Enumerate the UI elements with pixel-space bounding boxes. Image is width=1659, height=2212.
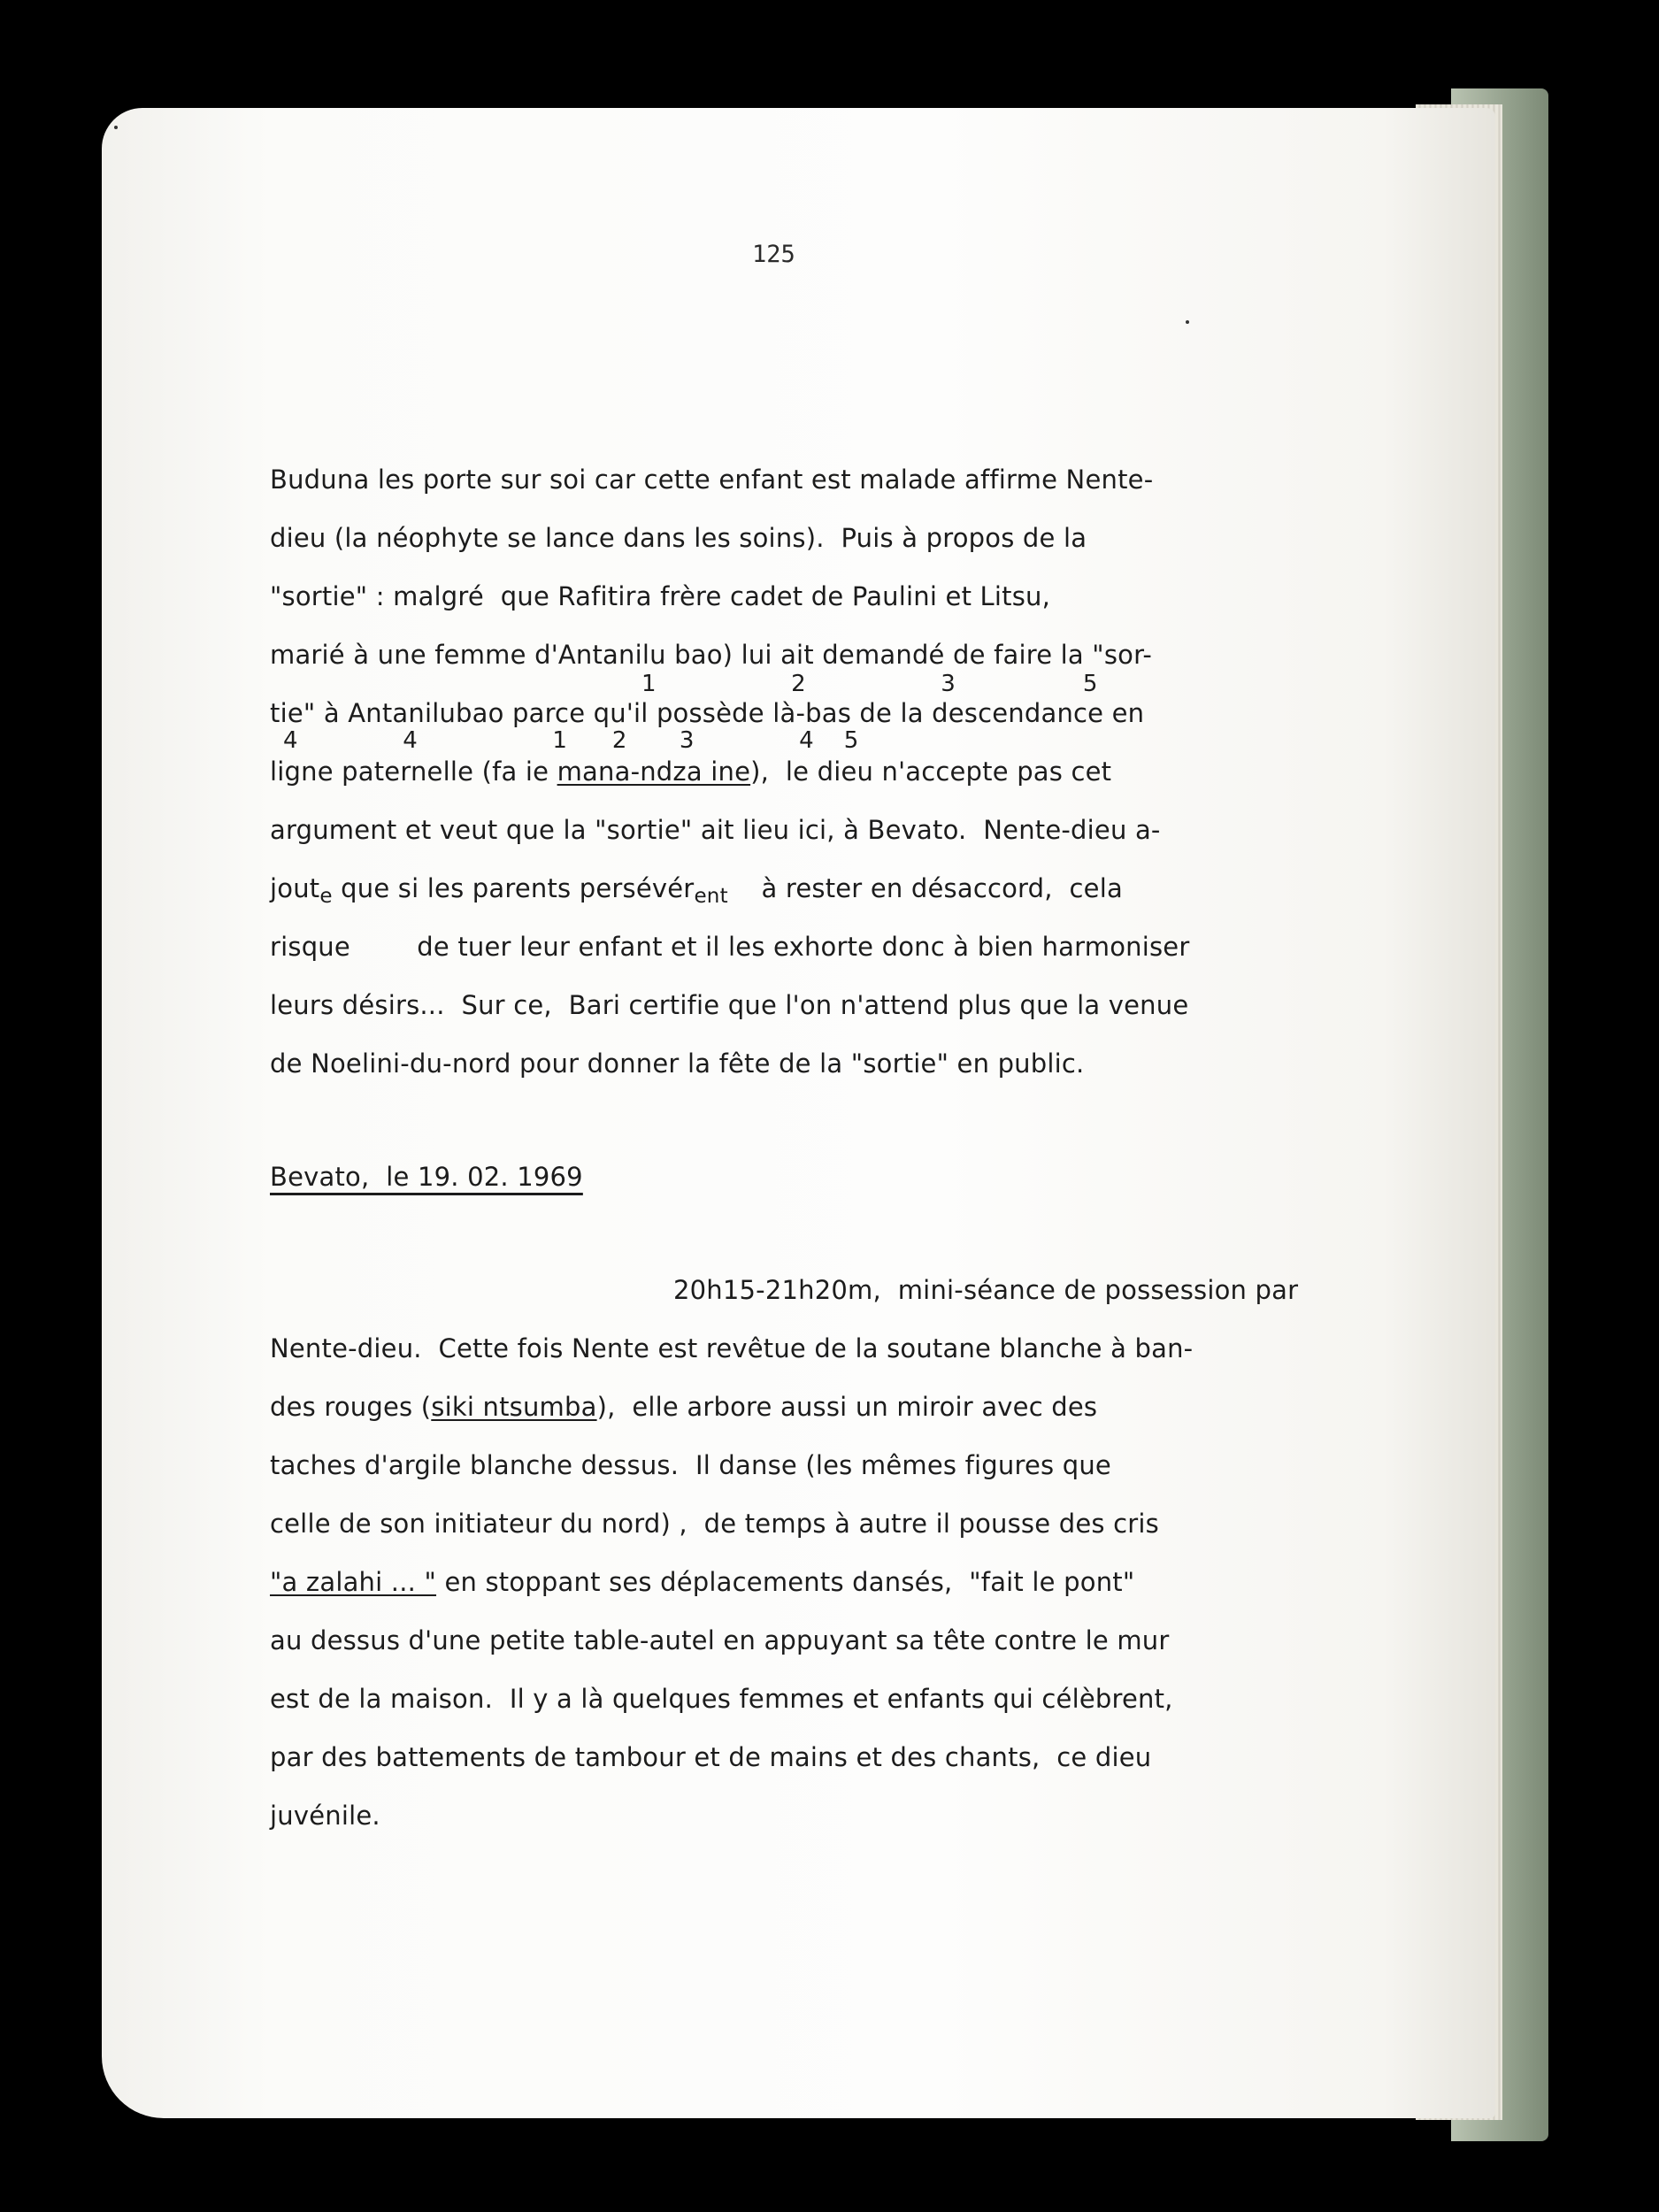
text-line: tie" à Antanilubao parce qu'il possède là-bas de la descendance en <box>270 698 1145 728</box>
text-line: celle de son initiateur du nord) , de temps à autre il pousse des cris <box>270 1509 1159 1539</box>
page-number: 125 <box>752 241 795 268</box>
text-fragment: que si les parents persévér <box>332 873 695 903</box>
tone-digits: 1 2 3 5 <box>641 671 1098 697</box>
text-line: taches d'argile blanche dessus. Il danse (les mêmes figures que <box>270 1450 1111 1480</box>
tone-digits: 4 4 1 2 3 4 5 <box>283 727 859 754</box>
text-line: au dessus d'une petite table-autel en appuyant sa tête contre le mur <box>270 1625 1170 1655</box>
text-line: risque de tuer leur enfant et il les exhorte donc à bien harmoniser <box>270 932 1190 962</box>
text-fragment: à rester en désaccord, cela <box>727 873 1123 903</box>
text-line: 20h15-21h20m, mini-séance de possession par <box>673 1275 1299 1305</box>
text-fragment: jout <box>270 873 320 903</box>
text-line <box>270 872 1123 908</box>
malagasy-term: mana-ndza ine <box>557 757 751 787</box>
text-line <box>270 1566 1134 1598</box>
text-line: de Noelini-du-nord pour donner la fête de la "sortie" en public. <box>270 1048 1085 1079</box>
text-fragment: des rouges ( <box>270 1392 432 1422</box>
text-line: argument et veut que la "sortie" ait lieu ici, à Bevato. Nente-dieu a- <box>270 815 1161 845</box>
speck-mark <box>1186 320 1189 324</box>
text-line <box>270 1391 1097 1423</box>
text-line: Buduna les porte sur soi car cette enfant est malade affirme Nente- <box>270 465 1154 495</box>
subscript-correction: e <box>319 885 333 908</box>
text-line: est de la maison. Il y a là quelques femmes et enfants qui célèbrent, <box>270 1684 1173 1714</box>
text-fragment: ), elle arbore aussi un miroir avec des <box>596 1392 1098 1422</box>
text-line: Nente-dieu. Cette fois Nente est revêtue de la soutane blanche à ban- <box>270 1333 1194 1363</box>
text-line: dieu (la néophyte se lance dans les soins). Puis à propos de la <box>270 523 1087 553</box>
malagasy-term: siki ntsumba <box>431 1392 597 1422</box>
gloss-text: ), le dieu n'accepte pas cet <box>750 757 1112 787</box>
text-line: par des battements de tambour et de mains et des chants, ce dieu <box>270 1742 1152 1772</box>
document-page <box>102 108 1495 2118</box>
text-line: leurs désirs... Sur ce, Bari certifie que l'on n'attend plus que la venue <box>270 990 1189 1020</box>
speck-mark <box>114 126 118 129</box>
text-line: marié à une femme d'Antanilu bao) lui ait demandé de faire la "sor- <box>270 640 1153 670</box>
subscript-correction: ent <box>694 885 728 908</box>
text-line: juvénile. <box>270 1801 380 1831</box>
text-line: "sortie" : malgré que Rafitira frère cadet de Paulini et Litsu, <box>270 581 1051 611</box>
gloss-text: ligne paternelle (fa ie <box>270 757 557 787</box>
malagasy-term: "a zalahi ... " <box>270 1567 437 1597</box>
date-heading: Bevato, le 19. 02. 1969 <box>270 1162 583 1192</box>
gloss-line <box>270 756 1111 787</box>
text-fragment: en stoppant ses déplacements dansés, "fait le pont" <box>436 1567 1135 1597</box>
